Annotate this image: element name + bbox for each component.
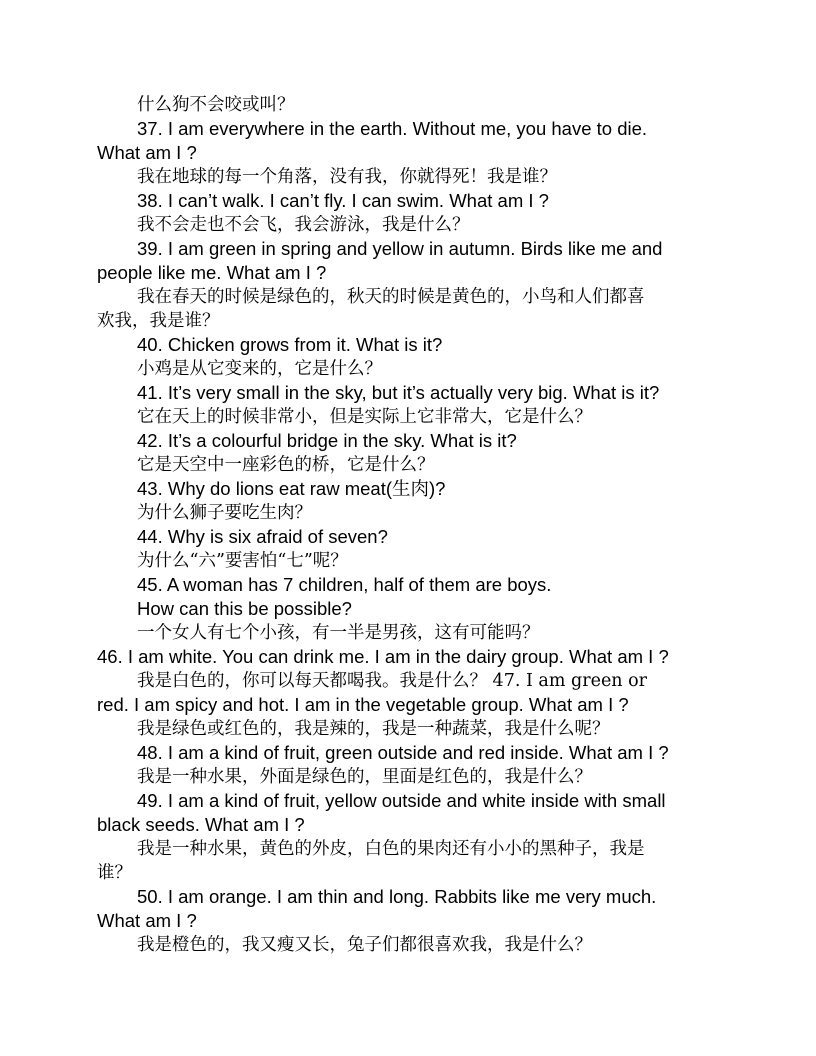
text-line: 49. I am a kind of fruit, yellow outside and white inside with small — [137, 790, 666, 811]
text-line: 我是橙色的，我又瘦又长，兔子们都很喜欢我，我是什么？ — [137, 935, 592, 955]
text-line: 46. I am white. You can drink me. I am in the dairy group. What am I ? — [97, 646, 669, 667]
text-line: 44. Why is six afraid of seven? — [137, 526, 388, 547]
text-line: 40. Chicken grows from it. What is it? — [137, 334, 443, 355]
text-line: 我是一种水果，外面是绿色的，里面是红色的，我是什么？ — [137, 767, 592, 787]
text-line: 41. It’s very small in the sky, but it’s actually very big. What is it? — [137, 382, 660, 403]
text-line: 42. It’s a colourful bridge in the sky. What is it? — [137, 430, 517, 451]
text-line: 谁？ — [97, 863, 132, 883]
text-line: 它在天上的时候非常小，但是实际上它非常大，它是什么？ — [137, 407, 592, 427]
text-line: 我是绿色或红色的，我是辣的，我是一种蔬菜，我是什么呢？ — [137, 719, 610, 739]
text-line: 为什么狮子要吃生肉？ — [137, 503, 312, 523]
text-line: 欢我，我是谁？ — [97, 311, 220, 331]
text-line: 什么狗不会咬或叫？ — [137, 95, 295, 115]
text-line: What am I ? — [97, 910, 197, 931]
text-line: 它是天空中一座彩色的桥，它是什么？ — [137, 455, 435, 475]
text-line: 我是白色的，你可以每天都喝我。我是什么？ 47. I am green or — [137, 671, 648, 691]
text-line: 45. A woman has 7 children, half of them are boys. — [137, 574, 552, 595]
text-line: 我不会走也不会飞，我会游泳，我是什么？ — [137, 215, 470, 235]
text-line: 小鸡是从它变来的，它是什么？ — [137, 359, 382, 379]
text-line: 43. Why do lions eat raw meat(生肉)? — [137, 478, 446, 499]
document-body — [97, 93, 722, 957]
text-line: 为什么“六”要害怕“七”呢？ — [137, 551, 348, 571]
text-line: 48. I am a kind of fruit, green outside and red inside. What am I ? — [137, 742, 669, 763]
text-line: 我是一种水果，黄色的外皮，白色的果肉还有小小的黑种子，我是 — [137, 839, 645, 859]
text-line: black seeds. What am I ? — [97, 814, 305, 835]
text-line: 一个女人有七个小孩，有一半是男孩，这有可能吗？ — [137, 623, 540, 643]
text-line: 我在春天的时候是绿色的，秋天的时候是黄色的，小鸟和人们都喜 — [137, 287, 645, 307]
text-line: people like me. What am I ? — [97, 262, 327, 283]
text-line: How can this be possible? — [137, 598, 352, 619]
text-line: 50. I am orange. I am thin and long. Rabbits like me very much. — [137, 886, 657, 907]
text-line: What am I ? — [97, 142, 197, 163]
text-line: 39. I am green in spring and yellow in autumn. Birds like me and — [137, 238, 663, 259]
text-line: 我在地球的每一个角落，没有我，你就得死！我是谁？ — [137, 167, 557, 187]
text-line: 38. I can’t walk. I can’t fly. I can swim. What am I ? — [137, 190, 549, 211]
text-line: red. I am spicy and hot. I am in the vegetable group. What am I ? — [97, 694, 629, 715]
text-line: 37. I am everywhere in the earth. Without me, you have to die. — [137, 118, 648, 139]
